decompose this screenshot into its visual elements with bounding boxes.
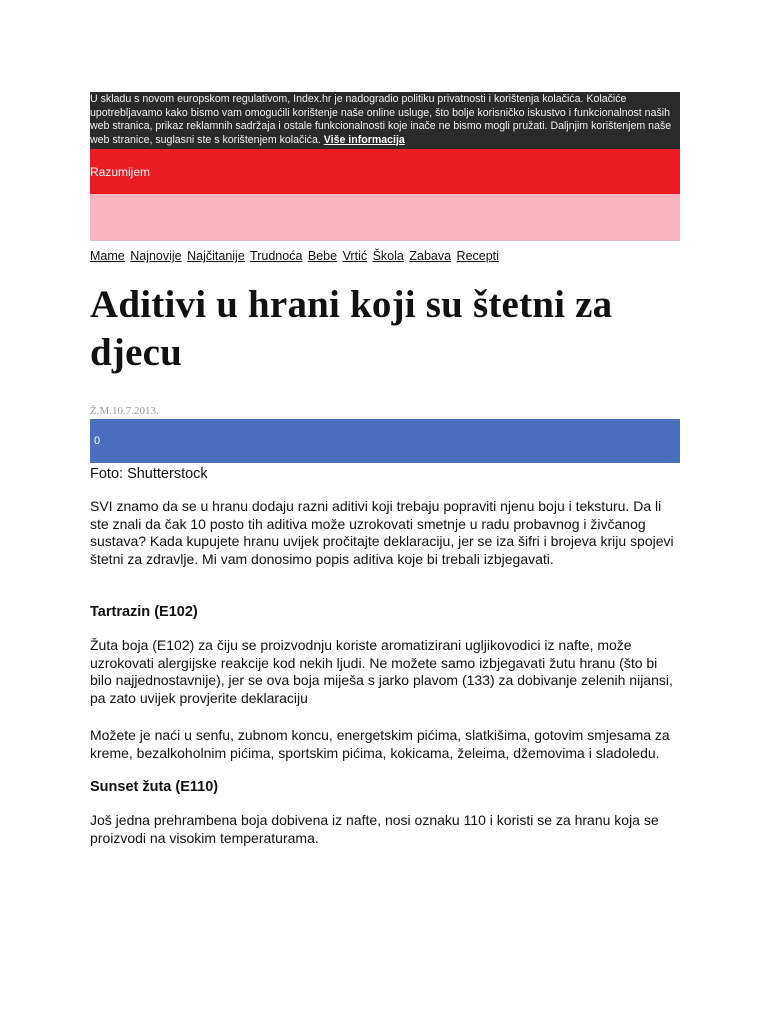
- cookie-notice: [90, 92, 680, 149]
- article-intro: SVI znamo da se u hranu dodaju razni aditivi koji trebaju popraviti njenu boju i teksturu. Da li ste znali da čak 10 posto tih aditiva može uzrokovati smetnje u radu probavnog i živčanog sustava? Kada kupujete hranu uvijek pročitajte deklaraciju, jer se iza šifri i brojeva kriju spojevi štetni za zdravlje. Mi vam donosimo popis aditiva koje bi trebali izbjegavati.: [90, 498, 674, 567]
- cookie-notice-text: U skladu s novom europskom regulativom, Index.hr je nadogradio politiku privatnosti i korištenja kolačića. Kolačiće upotrebljavamo kako bismo vam omogućili korištenje naše online usluge, što bolje korisničko iskustvo i funkcionalnost naših web stranica, prikaz reklamnih sadržaja i ostale funkcionalnosti koje inače ne bismo mogli pružati. Daljnjim korištenjem naše web stranice, suglasni ste s korištenjem kolačića.: [90, 93, 672, 146]
- nav-link-najcitanije[interactable]: Najčitanije: [187, 249, 245, 263]
- category-nav: [90, 248, 680, 264]
- nav-link-zabava[interactable]: Zabava: [409, 249, 452, 263]
- tartrazin-paragraph-1: Žuta boja (E102) za čiju se proizvodnju koriste aromatizirani ugljikovodici iz nafte, može uzrokovati alergijske reakcije kod nekih ljudi. Ne možete samo izbjegavati žutu hranu (što bi bilo najjednostavnije), jer se ova boja miješa s jarko plavom (133) za dobivanje zelenih nijansi, pa zato uvijek provjerite deklaraciju: [90, 637, 673, 706]
- nav-link-najnovije[interactable]: Najnovije: [130, 249, 182, 263]
- article-title: Aditivi u hrani koji su štetni za djecu: [90, 283, 613, 374]
- nav-link-vrtic[interactable]: Vrtić: [342, 249, 368, 263]
- section-heading-sunset: Sunset žuta (E110): [90, 779, 219, 795]
- sunset-paragraph-1: Još jedna prehrambena boja dobivena iz nafte, nosi oznaku 110 i koristi se za hranu koja se proizvodi na visokim temperaturama.: [90, 812, 659, 846]
- article-meta: Ž.M.10.7.2013.: [90, 405, 159, 417]
- nav-link-bebe[interactable]: Bebe: [307, 249, 338, 263]
- nav-link-skola[interactable]: Škola: [372, 249, 404, 263]
- nav-link-recepti[interactable]: Recepti: [456, 249, 499, 263]
- share-bar[interactable]: [90, 419, 680, 463]
- tartrazin-paragraph-2: Možete je naći u senfu, zubnom koncu, energetskim pićima, slatkišima, gotovim smjesama za kreme, bezalkoholnim pićima, sportskim pićima, kokicama, želeima, džemovima i sladoledu.: [90, 727, 670, 761]
- more-info-link[interactable]: Više informacija: [323, 133, 405, 146]
- accept-cookies-button[interactable]: Razumijem: [90, 164, 151, 179]
- nav-link-mame[interactable]: Mame: [90, 249, 125, 263]
- nav-link-trudnoca[interactable]: Trudnoća: [250, 249, 303, 263]
- section-heading-tartrazin: Tartrazin (E102): [90, 604, 198, 620]
- cookie-accept-bar[interactable]: [90, 149, 680, 194]
- share-count: 0: [94, 435, 101, 447]
- photo-caption: Foto: Shutterstock: [90, 466, 208, 482]
- ad-banner: [90, 194, 680, 241]
- page: [90, 92, 680, 847]
